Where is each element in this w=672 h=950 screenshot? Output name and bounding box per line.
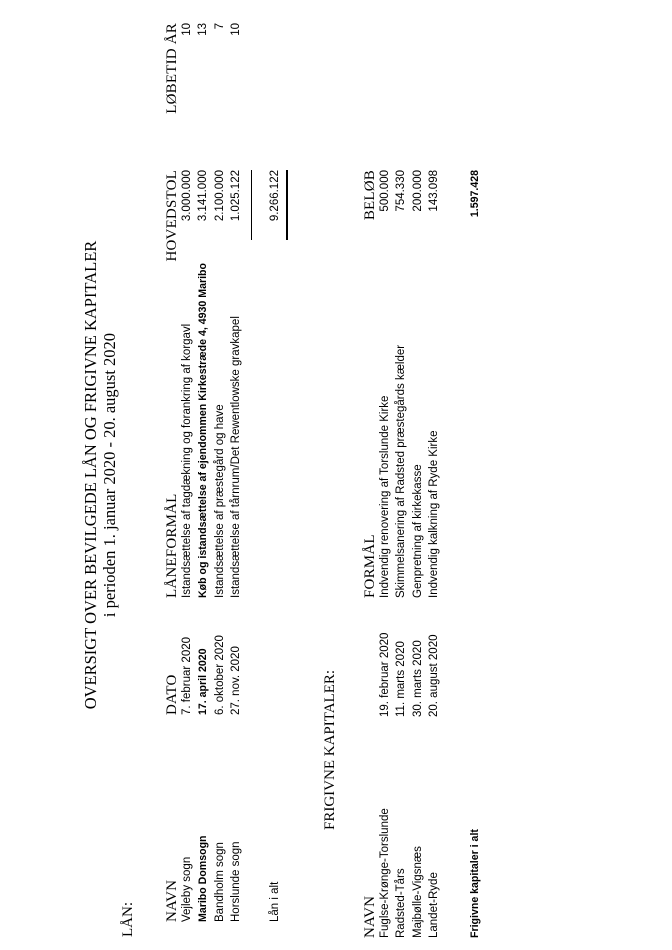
capital-row-name: Landet-Ryde — [428, 872, 440, 938]
loan-row-purpose: Istandsættelse af tårnrum/Det Rewentlowske gravkapel — [230, 316, 242, 598]
capital-row-purpose: Genpretning af kirkekasse — [412, 464, 424, 598]
capital-col-name: NAVN — [362, 895, 378, 938]
capital-row-purpose: Indvendig renovering af Torslunde Kirke — [379, 395, 391, 598]
capital-col-amount: BELØB — [362, 170, 378, 221]
loan-row-principal: 1.025.122 — [230, 170, 242, 222]
capital-row-date: 19. februar 2020 — [379, 632, 391, 717]
loan-row-purpose: Køb og istandsættelse af ejendommen Kirkestræde 4, 4930 Maribo — [197, 263, 209, 598]
capital-row-amount: 200.000 — [412, 170, 424, 212]
loans-section-title: LÅN: — [120, 902, 136, 937]
loans-total-value: 9.266.122 — [269, 170, 281, 222]
loan-row-name: Horslunde sogn — [230, 841, 242, 922]
capital-row-name: Majbølle-Vigsnæs — [412, 846, 424, 938]
loan-row-name: Bandholm sogn — [214, 842, 226, 922]
loans-col-principal: HOVEDSTOL — [164, 170, 180, 262]
capital-row-purpose: Skimmelsanering af Radsted præstegårds kælder — [395, 344, 407, 598]
loan-row-term: 13 — [197, 23, 209, 36]
loan-row-date: 17. april 2020 — [197, 648, 209, 715]
loan-row-purpose: Istandsættelse af præstegård og have — [214, 404, 226, 598]
loan-row-principal: 3.141.000 — [197, 170, 209, 222]
loans-col-purpose: LÅNEFORMÅL — [164, 493, 180, 598]
loan-row-date: 27. nov. 2020 — [230, 646, 242, 715]
loans-col-date: DATO — [164, 674, 180, 715]
loan-row-principal: 3.000.000 — [181, 170, 193, 222]
capital-row-name: Fuglse-Krønge-Torslunde — [379, 808, 391, 938]
loan-row-name: Vejleby sogn — [181, 856, 193, 922]
capital-section-title: FRIGIVNE KAPITALER: — [322, 669, 338, 830]
capital-col-purpose: FORMÅL — [362, 534, 378, 598]
loan-row-name: Maribo Domsogn — [197, 835, 209, 922]
document-title: OVERSIGT OVER BEVILGEDE LÅN OG FRIGIVNE KAPITALER — [81, 240, 100, 710]
loan-row-principal: 2.100.000 — [214, 170, 226, 222]
loans-col-term: LØBETID ÅR — [164, 23, 180, 114]
loan-row-date: 6. oktober 2020 — [214, 635, 226, 715]
loans-total-double-rule — [286, 170, 288, 240]
capital-row-amount: 754.330 — [395, 170, 407, 212]
capital-row-name: Radsted-Tårs — [395, 868, 407, 938]
capital-row-date: 30. marts 2020 — [412, 640, 424, 717]
document-subtitle: i perioden 1. januar 2020 - 20. august 2020 — [100, 332, 119, 618]
loans-total-rule — [251, 170, 252, 240]
loans-total-label: Lån i alt — [269, 881, 281, 922]
capital-row-amount: 143.098 — [428, 170, 440, 212]
capital-row-date: 20. august 2020 — [428, 634, 440, 717]
loan-row-date: 7. februar 2020 — [181, 636, 193, 715]
loan-row-term: 10 — [181, 23, 193, 36]
loan-row-purpose: Istandsættelse af tagdækning og forankring af korgavl — [181, 323, 193, 598]
capital-total-label: Frigivne kapitaler i alt — [469, 829, 481, 938]
capital-row-amount: 500.000 — [379, 170, 391, 212]
loan-row-term: 7 — [214, 23, 226, 30]
loans-col-name: NAVN — [164, 879, 180, 922]
loan-row-term: 10 — [230, 23, 242, 36]
capital-row-purpose: Indvendig kalkning af Ryde Kirke — [428, 430, 440, 598]
capital-row-date: 11. marts 2020 — [395, 641, 407, 717]
capital-total-value: 1.597.428 — [469, 170, 481, 218]
